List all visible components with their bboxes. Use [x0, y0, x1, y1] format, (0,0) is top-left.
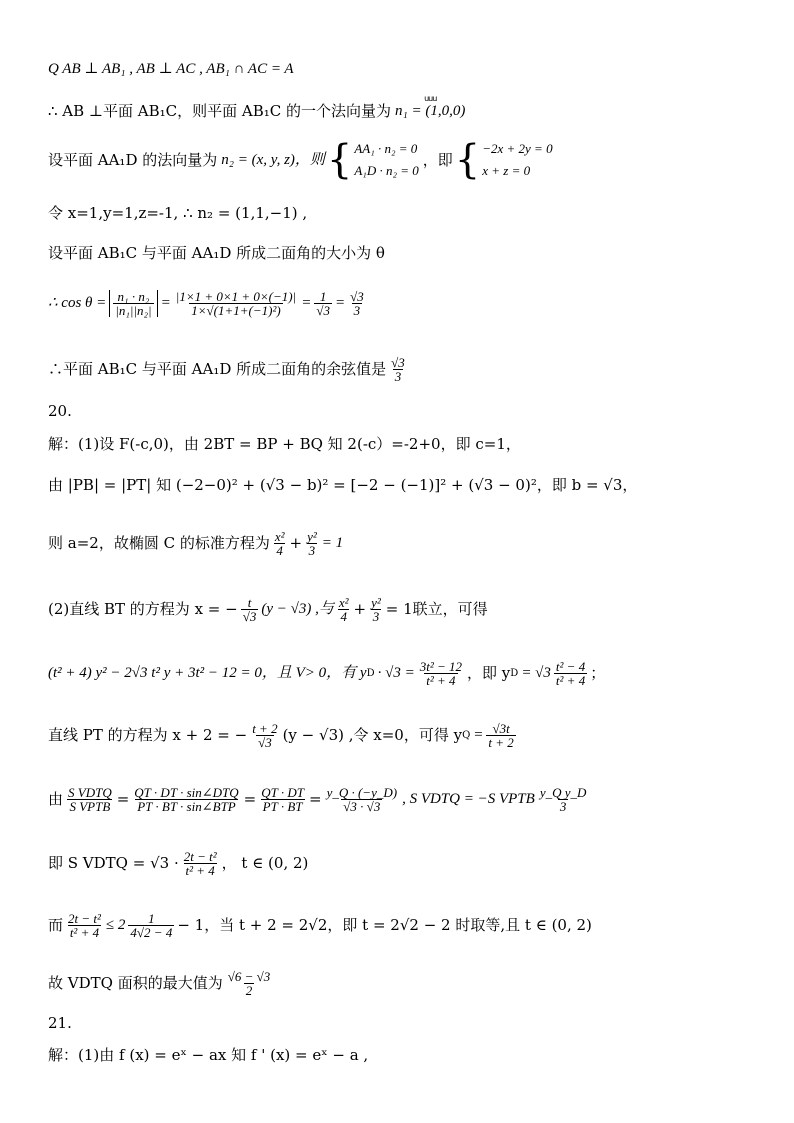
text-line: 则 a=2，故椭圆 C 的标准方程为 — [48, 534, 270, 552]
line-6 — [48, 290, 774, 317]
numerator: √3t — [492, 721, 510, 736]
line-2 — [48, 104, 774, 119]
equals: = — [301, 295, 312, 311]
line-3 — [48, 138, 774, 182]
text-line: ∴ cos θ = — [48, 295, 107, 311]
numerator: S VDTQ — [68, 785, 112, 800]
line-5 — [48, 246, 774, 261]
system-row: A₁D · n₂ = 0 — [354, 163, 419, 178]
vector-n1: uuu n₁ = (1,0,0) — [395, 104, 465, 119]
fraction — [305, 530, 319, 557]
text-line: 设平面 AA₁D 的法向量为 — [48, 150, 218, 169]
text-line: ∴平面 AB₁C 与平面 AA₁D 所成二面角的余弦值是 — [48, 360, 387, 378]
system-row: x + z = 0 — [482, 163, 531, 178]
line-20 — [48, 1048, 774, 1063]
denominator: PT · BT · sin∠BTP — [137, 799, 236, 814]
denominator: 2 — [245, 983, 253, 998]
denominator: 3 — [559, 799, 567, 814]
line-12 — [48, 596, 774, 623]
denominator: PT · BT — [262, 799, 303, 814]
denominator: 3 — [394, 369, 402, 384]
fraction — [259, 786, 306, 813]
numerator: y² — [371, 595, 381, 610]
text-line: 即 S VDTQ = √3 · — [48, 854, 179, 872]
denominator: 4 — [276, 543, 283, 558]
text-line: ， t ∈ (0, 2) — [221, 854, 309, 872]
text-line: 令 x=1,y=1,z=-1, ∴ n₂ = (1,1,−1) , — [48, 204, 308, 222]
numerator: x² — [274, 529, 285, 544]
fraction — [314, 290, 332, 317]
text-line: = — [473, 727, 484, 743]
denominator: t² + 4 — [555, 673, 586, 688]
denominator: √3 · √3 — [343, 799, 381, 814]
numerator: QT · DT · sin∠DTQ — [134, 785, 239, 800]
line-14: 直线 PT 的方程为 x + 2 = − $\frac{t + 2}{√3}$ (y − √3) ,令 x=0，可得 y Q = $\frac{√3t}{t + 2}$ — [48, 721, 514, 750]
line-7 — [48, 356, 774, 383]
denominator: t² + 4 — [426, 673, 456, 688]
line-17 — [48, 912, 774, 939]
denominator: 3 — [372, 609, 380, 624]
line-15 — [48, 786, 774, 813]
equation-system — [482, 138, 552, 182]
text-line: = 1联立，可得 — [385, 600, 488, 618]
denominator: |n₁||n₂| — [115, 303, 152, 318]
denominator: √3 — [242, 609, 257, 624]
numerator: y_Q · (−y_D) — [326, 785, 398, 800]
numerator: 2t − t² — [68, 911, 101, 926]
line-16 — [48, 850, 774, 877]
system-row: −2x + 2y = 0 — [482, 141, 553, 156]
plus: + — [289, 534, 303, 552]
problem-number: 20. — [48, 402, 72, 420]
text-line: 由 |PB| = |PT| 知 (−2−0)² + (√3 − b)² = [−2 − (−1)]² + (√3 − 0)²，即 b = √3， — [48, 476, 638, 494]
denominator: t + 2 — [488, 735, 514, 750]
fraction — [369, 596, 383, 623]
numerator: √6 − √3 — [227, 969, 271, 984]
equals: = — [308, 790, 322, 808]
numerator: 3t² − 12 — [419, 659, 463, 674]
text-line: 故 VDTQ 面积的最大值为 — [48, 974, 223, 992]
text-line: Q AB ⊥ AB₁ , AB ⊥ AC , AB₁ ∩ AC = A — [48, 61, 294, 77]
text-line: = √3 — [521, 665, 551, 681]
text-line: ，即 — [422, 150, 453, 169]
equals: = — [160, 295, 171, 311]
numerator: √3 — [391, 355, 405, 370]
fraction — [250, 722, 279, 749]
fraction — [325, 786, 400, 813]
numerator: |1×1 + 0×1 + 0×(−1)| — [175, 289, 297, 304]
text-line: · √3 = — [377, 665, 415, 681]
text-line: ∴ AB ⊥平面 AB₁C，则平面 AB₁C 的一个法向量为 — [48, 102, 392, 120]
text-line: , S VDTQ = −S VPTB — [402, 791, 535, 807]
fraction — [418, 660, 464, 687]
text-line: 直线 PT 的方程为 x + 2 = − — [48, 726, 248, 744]
equals: = — [116, 790, 130, 808]
fraction — [273, 530, 287, 557]
text-line: ≤ 2 — [105, 917, 126, 933]
text-line: (y − √3) ,与 — [261, 601, 334, 617]
fraction — [182, 850, 219, 877]
numerator: 1 — [148, 911, 155, 926]
text-line: = 1 — [321, 535, 344, 551]
denominator: 3 — [308, 543, 316, 558]
text-line: 而 — [48, 916, 64, 934]
denominator: 1×√(1+1+(−1)²) — [191, 303, 281, 318]
text-line: ，即 y — [467, 664, 511, 682]
fraction — [66, 786, 114, 813]
fraction — [109, 290, 157, 317]
brace-left: { — [326, 137, 353, 183]
fraction — [554, 660, 587, 687]
numerator: 1 — [319, 289, 327, 304]
denominator: 4√2 − 4 — [130, 925, 173, 940]
fraction — [128, 912, 174, 939]
text-line: (t² + 4) y² − 2√3 t² y + 3t² − 12 = 0，且 V> 0，有 y — [48, 665, 367, 681]
line-9 — [48, 437, 774, 452]
line-8 — [48, 404, 774, 419]
denominator: t² + 4 — [185, 863, 215, 878]
text-line: 解：(1)设 F(-c,0)，由 2BT = BP + BQ 知 2(-c）=-2+0，即 c=1， — [48, 435, 521, 453]
numerator: QT · DT — [261, 785, 304, 800]
fraction — [538, 786, 589, 813]
line-13: (t² + 4) y² − 2√3 t² y + 3t² − 12 = 0，且 V> 0，有 y D · √3 = $\frac{\text{3t² − 12}}{\text{t² + 4}}$ ，即 y D = √3 $\frac{\text{t² − 4}}{\text{t² + 4}}$ ； — [48, 659, 606, 688]
text-line: 由 — [48, 790, 64, 808]
line-4 — [48, 206, 774, 221]
fraction — [174, 290, 298, 317]
denominator: 3 — [353, 303, 361, 318]
denominator: 4 — [340, 609, 347, 624]
text-line: 解：(1)由 f (x) = eˣ − ax 知 f ' (x) = eˣ − a , — [48, 1046, 369, 1064]
denominator: S VPTB — [69, 799, 111, 814]
text-line: − 1，当 t + 2 = 2√2，即 t = 2√2 − 2 时取等,且 t ∈ (0, 2) — [177, 916, 592, 934]
fraction — [241, 596, 259, 623]
fraction — [389, 356, 407, 383]
equals: = — [243, 790, 257, 808]
denominator: t² + 4 — [69, 925, 100, 940]
fraction — [486, 722, 515, 749]
numerator: 2t − t² — [183, 849, 217, 864]
text-line: (y − √3) ,令 x=0，可得 y — [282, 726, 463, 744]
fraction — [226, 970, 273, 997]
numerator: t² − 4 — [555, 659, 586, 674]
fraction — [66, 912, 103, 939]
plus: + — [353, 600, 367, 618]
line-11 — [48, 530, 774, 557]
numerator: y_Q y_D — [539, 785, 587, 800]
fraction — [348, 290, 366, 317]
numerator: t + 2 — [252, 721, 278, 736]
numerator: n₁ · n₂ — [117, 289, 150, 304]
numerator: x² — [338, 595, 349, 610]
numerator: √3 — [350, 289, 364, 304]
text-line: (2)直线 BT 的方程为 x = − — [48, 600, 238, 618]
text-line: 设平面 AB₁C 与平面 AA₁D 所成二面角的大小为 θ — [48, 244, 385, 262]
numerator: t — [247, 595, 252, 610]
line-1 — [48, 62, 774, 77]
brace-left: { — [454, 137, 481, 183]
system-row: AA₁ · n₂ = 0 — [354, 141, 418, 156]
line-10 — [48, 478, 774, 493]
line-19 — [48, 1016, 774, 1031]
problem-number: 21. — [48, 1014, 72, 1032]
fraction — [132, 786, 240, 813]
vector-n2: n₂ = (x, y, z)，则 — [221, 151, 325, 168]
fraction — [337, 596, 351, 623]
numerator: y² — [307, 529, 317, 544]
denominator: √3 — [316, 303, 330, 318]
text-line: ； — [590, 664, 606, 682]
equation-system — [354, 138, 418, 182]
line-18 — [48, 970, 774, 997]
equals: = — [334, 295, 346, 311]
denominator: √3 — [258, 735, 272, 750]
